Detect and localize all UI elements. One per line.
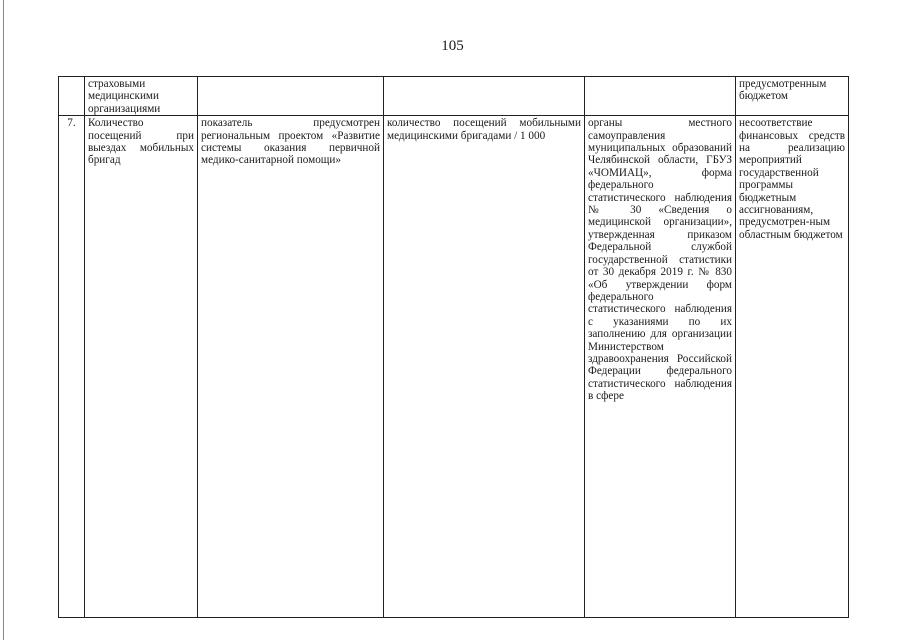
cell-calculation	[384, 77, 585, 116]
page-number: 105	[441, 38, 464, 54]
cell-indicator: страховыми медицинскими организациями	[85, 77, 198, 116]
table-row-7	[59, 116, 849, 618]
cell-basis: показатель предусмотрен региональным проектом «Развитие системы оказания первичной медико-санитарной помощи»	[198, 116, 384, 618]
cell-number: 7.	[59, 116, 85, 618]
cell-indicator: Количество посещений при выездах мобильных бригад	[85, 116, 198, 618]
cell-source	[585, 77, 736, 116]
cell-source: органы местного самоуправления муниципальных образований Челябинской области, ГБУЗ «ЧОМИАЦ», форма федерального статистического наблюдения № 30 «Сведения о медицинской организации», утвержденная приказом Федеральной службой государственной статистики от 30 декабря 2019 г. № 830 «Об утверждении форм федерального статистического наблюдения с указаниями по их заполнению для организации Министерством здравоохранения Российской Федерации федерального статистического наблюдения в сфере	[585, 116, 736, 618]
cell-calculation: количество посещений мобильными медицинскими бригадами / 1 000	[384, 116, 585, 618]
indicators-table	[58, 76, 849, 618]
cell-number	[59, 77, 85, 116]
cell-basis	[198, 77, 384, 116]
page-edge-line	[3, 0, 4, 640]
cell-risks: несоответствие финансовых средств на реализацию мероприятий государственной программы бюджетным ассигнованиям, предусмотрен-ным областным бюджетом	[736, 116, 849, 618]
table-row-continued	[59, 77, 849, 116]
cell-risks: предусмотренным бюджетом	[736, 77, 849, 116]
